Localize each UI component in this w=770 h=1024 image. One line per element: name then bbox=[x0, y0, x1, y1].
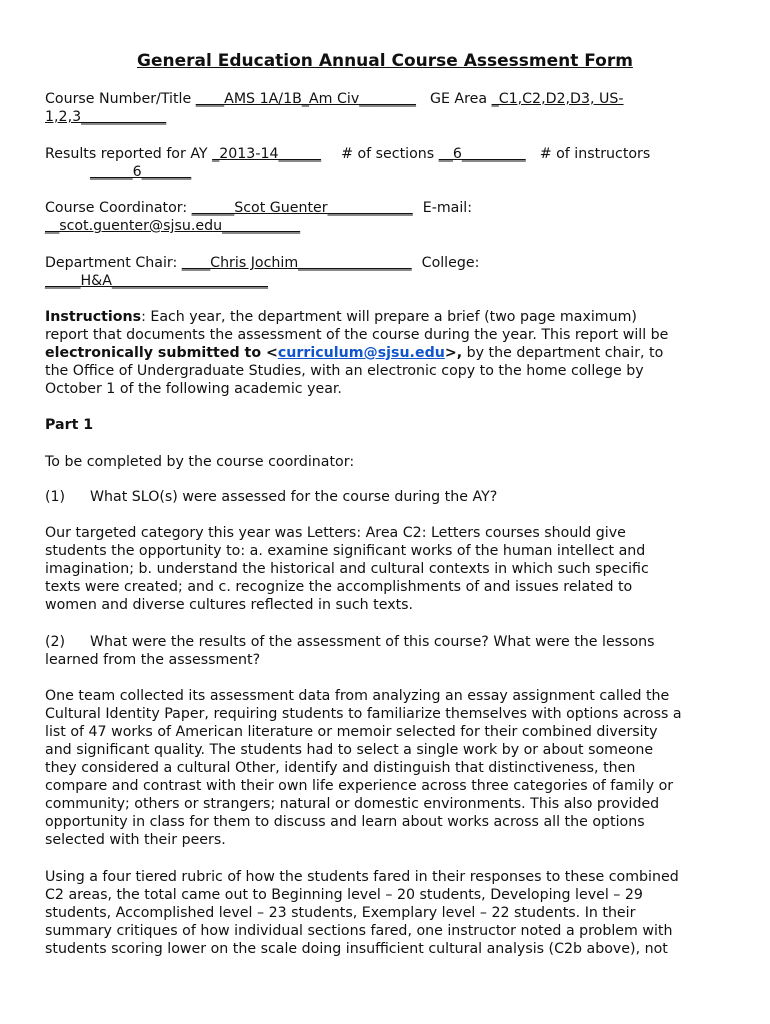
instructions-line4: the Office of Undergraduate Studies, with an electronic copy to the home college by bbox=[45, 363, 644, 379]
a3-line: C2 areas, the total came out to Beginning level – 20 students, Developing level – 29 bbox=[45, 887, 643, 903]
question-1 bbox=[45, 488, 735, 506]
a1-line: women and diverse cultures reflected in such texts. bbox=[45, 597, 414, 613]
instructors-label: # of instructors bbox=[539, 146, 651, 162]
instructions-bold-end: >, bbox=[444, 345, 463, 361]
q2-number: (2) bbox=[45, 634, 66, 650]
a1-line: texts were created; and c. recognize the accomplishments of and issues related to bbox=[45, 579, 633, 595]
coordinator-field bbox=[45, 199, 735, 217]
question-2 bbox=[45, 633, 735, 669]
course-value: ____AMS 1A/1B_Am Civ________ bbox=[195, 91, 416, 107]
a3-line: students scoring lower on the scale doing insufficient cultural analysis (C2b above), not bbox=[45, 941, 668, 957]
instructors-continued bbox=[45, 163, 735, 181]
chair-field bbox=[45, 254, 735, 272]
chair-label: Department Chair: bbox=[45, 255, 182, 271]
college-continued bbox=[45, 272, 735, 290]
email-label: E-mail: bbox=[422, 200, 472, 216]
ge-area-value-cont: 1,2,3____________ bbox=[45, 109, 167, 125]
answer-2 bbox=[45, 687, 735, 849]
college-label: College: bbox=[421, 255, 480, 271]
q2-line1: What were the results of the assessment of this course? What were the lessons bbox=[90, 634, 655, 650]
instructions-bold: electronically submitted to < bbox=[45, 345, 278, 361]
part1-heading: Part 1 bbox=[45, 417, 94, 433]
a2-line: and significant quality. The students had to select a single work by or about someone bbox=[45, 742, 654, 758]
curriculum-email-link[interactable]: curriculum@sjsu.edu bbox=[277, 345, 445, 361]
a1-line: Our targeted category this year was Letters: Area C2: Letters courses should give bbox=[45, 525, 626, 541]
college-value: _____H&A______________________ bbox=[45, 273, 268, 289]
a2-line: opportunity in class for them to discuss and learn about works across all the options bbox=[45, 814, 645, 830]
instructions-line5: October 1 of the following academic year. bbox=[45, 381, 342, 397]
instructions-label: Instructions bbox=[45, 309, 142, 325]
instructions-line3-rest: by the department chair, to bbox=[462, 345, 664, 361]
coordinator-value: ______Scot Guenter____________ bbox=[191, 200, 413, 216]
course-number-field bbox=[45, 90, 735, 108]
sections-label: # of sections bbox=[341, 146, 439, 162]
part1-intro: To be completed by the course coordinator: bbox=[45, 454, 355, 470]
sections-value: __6_________ bbox=[438, 146, 526, 162]
ge-area-label: GE Area bbox=[429, 91, 492, 107]
coordinator-label: Course Coordinator: bbox=[45, 200, 192, 216]
a2-line: Cultural Identity Paper, requiring students to familiarize themselves with options across a bbox=[45, 706, 682, 722]
answer-1 bbox=[45, 524, 735, 614]
instructions-line2: report that documents the assessment of the course during the year. This report will be bbox=[45, 327, 669, 343]
results-field bbox=[45, 145, 735, 163]
q1-number: (1) bbox=[45, 489, 66, 505]
a2-line: list of 47 works of American literature or memoir selected for their combined diversity bbox=[45, 724, 658, 740]
a2-line: community; others or strangers; natural or domestic environments. This also provided bbox=[45, 796, 660, 812]
a3-line: students, Accomplished level – 23 students, Exemplary level – 22 students. In their bbox=[45, 905, 636, 921]
answer-3 bbox=[45, 868, 735, 958]
ge-area-continued bbox=[45, 108, 735, 126]
course-label: Course Number/Title bbox=[45, 91, 196, 107]
q2-line2: learned from the assessment? bbox=[45, 652, 261, 668]
a2-line: selected with their peers. bbox=[45, 832, 226, 848]
a1-line: imagination; b. understand the historical and cultural contexts in which such specific bbox=[45, 561, 649, 577]
email-value: __scot.guenter@sjsu.edu___________ bbox=[45, 218, 301, 234]
ay-label: Results reported for AY bbox=[45, 146, 213, 162]
a3-line: Using a four tiered rubric of how the students fared in their responses to these combined bbox=[45, 869, 679, 885]
a2-line: One team collected its assessment data from analyzing an essay assignment called the bbox=[45, 688, 670, 704]
form-title: General Education Annual Course Assessment Form bbox=[137, 51, 633, 71]
q1-text: What SLO(s) were assessed for the course during the AY? bbox=[90, 489, 498, 505]
ge-area-value: _C1,C2,D2,D3, US- bbox=[491, 91, 624, 107]
a2-line: they considered a cultural Other, identify and distinguish that distinctiveness, then bbox=[45, 760, 636, 776]
ay-value: _2013-14______ bbox=[212, 146, 322, 162]
a2-line: compare and contrast with their own life experience across three categories of family or bbox=[45, 778, 674, 794]
instructors-value: ______6_______ bbox=[90, 164, 192, 180]
a1-line: students the opportunity to: a. examine significant works of the human intellect and bbox=[45, 543, 646, 559]
instructions-line1: : Each year, the department will prepare a brief (two page maximum) bbox=[141, 309, 637, 325]
email-continued bbox=[45, 217, 735, 235]
a3-line: summary critiques of how individual sections fared, one instructor noted a problem with bbox=[45, 923, 673, 939]
instructions-paragraph bbox=[45, 308, 735, 398]
chair-value: ____Chris Jochim________________ bbox=[181, 255, 412, 271]
